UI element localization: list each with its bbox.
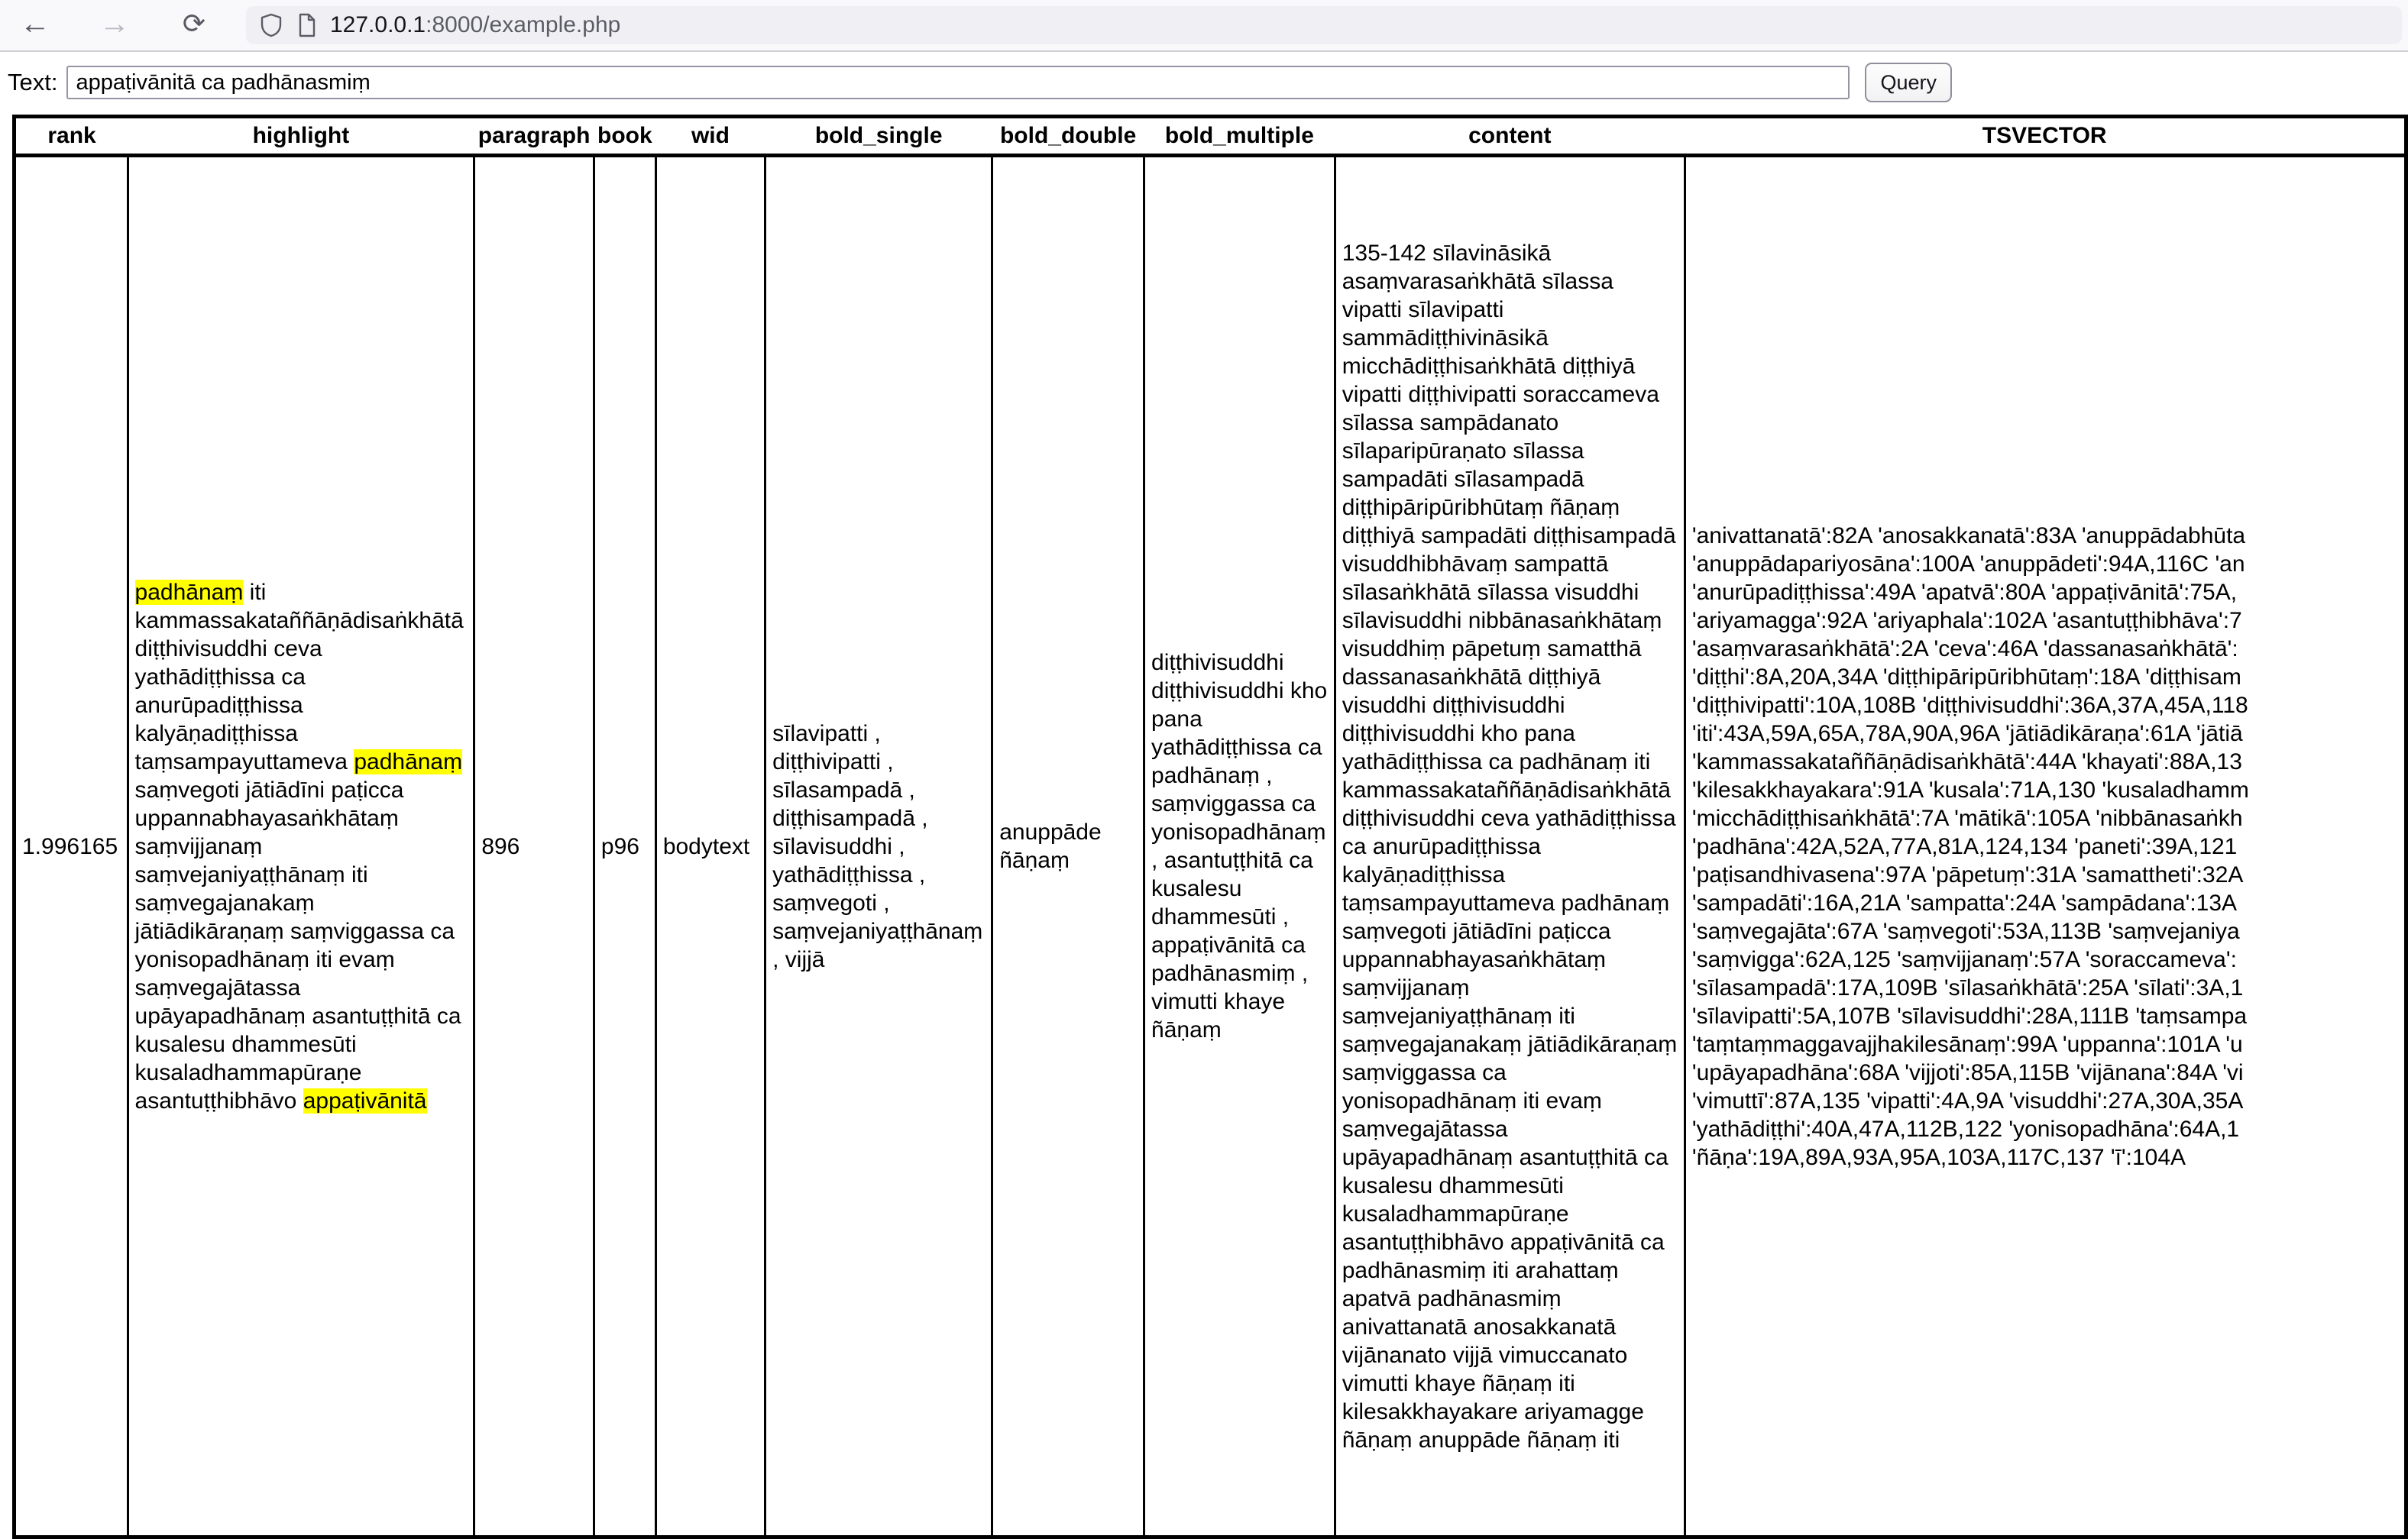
tsvector-line: 'anivattanatā':82A 'anosakkanatā':83A 'anuppādabhūta	[1691, 522, 2246, 548]
column-header-content: content	[1335, 117, 1685, 156]
text-label: Text:	[8, 69, 58, 95]
tsvector-line: 'anurūpadiṭṭhissa':49A 'apatvā':80A 'appaṭivānitā':75A,	[1691, 579, 2238, 605]
tsvector-line: 'yathādiṭṭhi':40A,47A,112B,122 'yonisopadhāna':64A,1	[1691, 1116, 2240, 1142]
cell-paragraph: 896	[474, 156, 594, 1537]
cell-rank: 1.996165	[15, 156, 128, 1537]
tsvector-line: 'diṭṭhi':8A,20A,34A 'diṭṭhipāripūribhūtaṃ':18A 'diṭṭhisam	[1691, 664, 2241, 690]
column-header-book: book	[594, 117, 655, 156]
tsvector-line: 'saṃvegajāta':67A 'saṃvegoti':53A,113B 'saṃvejaniya	[1691, 918, 2240, 944]
tsvector-line: 'sīlavipatti':5A,107B 'sīlavisuddhi':28A,111B 'taṃsampa	[1691, 1003, 2248, 1029]
search-input[interactable]	[66, 66, 1850, 99]
tsvector-line: 'anuppādapariyosāna':100A 'anuppādeti':94A,116C 'an	[1691, 551, 2245, 577]
page-icon[interactable]	[293, 12, 319, 38]
tsvector-line: 'asaṃvarasaṅkhātā':2A 'ceva':46A 'dassanasaṅkhātā':	[1691, 635, 2238, 661]
column-header-rank: rank	[15, 117, 128, 156]
column-header-TSVECTOR: TSVECTOR	[1685, 117, 2406, 156]
reload-icon[interactable]: ⟳	[182, 8, 206, 39]
cell-highlight	[128, 156, 474, 1537]
column-header-paragraph: paragraph	[474, 117, 594, 156]
address-bar[interactable]	[246, 6, 2402, 44]
query-button[interactable]: Query	[1865, 63, 1952, 102]
column-header-highlight: highlight	[128, 117, 474, 156]
tsvector-line: 'vimuttī':87A,135 'vipatti':4A,9A 'visuddhi':27A,30A,35A	[1691, 1088, 2244, 1114]
tsvector-line: 'saṃvigga':62A,125 'saṃvijjanaṃ':57A 'soraccameva':	[1691, 946, 2237, 972]
highlighted-term: padhānaṃ	[354, 748, 463, 774]
tsvector-line: 'paṭisandhivasena':97A 'pāpetuṃ':31A 'samattheti':32A	[1691, 862, 2244, 888]
tsvector-line: 'upāyapadhāna':68A 'vijjoti':85A,115B 'vijānana':84A 'vi	[1691, 1059, 2244, 1085]
tsvector-line: 'ariyamagga':92A 'ariyaphala':102A 'asantuṭṭhibhāva':7	[1691, 607, 2242, 633]
shield-icon[interactable]	[258, 12, 284, 38]
cell-tsvector	[1685, 156, 2406, 1537]
highlighted-term: appaṭivānitā	[303, 1088, 427, 1114]
cell-wid: bodytext	[655, 156, 765, 1537]
tsvector-line: 'sampadāti':16A,21A 'sampatta':24A 'sampādana':13A	[1691, 890, 2238, 916]
column-header-bold_double: bold_double	[992, 117, 1144, 156]
column-header-wid: wid	[655, 117, 765, 156]
cell-bold-single: sīlavipatti , diṭṭhivipatti , sīlasampadā , diṭṭhisampadā , sīlavisuddhi , yathādiṭṭhissa , saṃvegoti , saṃvejaniyaṭṭhānaṃ , vijjā	[765, 156, 992, 1537]
url-path: :8000/example.php	[426, 12, 621, 37]
tsvector-line: 'diṭṭhivipatti':10A,108B 'diṭṭhivisuddhi':36A,37A,45A,118	[1691, 692, 2248, 718]
highlighted-term: padhānaṃ	[134, 579, 244, 605]
cell-bold-double: anuppāde ñāṇaṃ	[992, 156, 1144, 1537]
cell-bold-multiple: diṭṭhivisuddhi diṭṭhivisuddhi kho pana yathādiṭṭhissa ca padhānaṃ , saṃviggassa ca yonisopadhānaṃ , asantuṭṭhitā ca kusalesu dhammesūti , appaṭivānitā ca padhānasmiṃ , vimutti khaye ñāṇaṃ	[1144, 156, 1335, 1537]
tsvector-line: 'iti':43A,59A,65A,78A,90A,96A 'jātiādikāraṇa':61A 'jātiā	[1691, 720, 2243, 746]
tsvector-line: 'sīlasampadā':17A,109B 'sīlasaṅkhātā':25A 'sīlati':3A,1	[1691, 975, 2244, 1001]
cell-content: 135-142 sīlavināsikā asaṃvarasaṅkhātā sīlassa vipatti sīlavipatti sammādiṭṭhivināsikā micchādiṭṭhisaṅkhātā diṭṭhiyā vipatti diṭṭhivipatti soraccameva sīlassa sampādanato sīlaparipūraṇato sīlassa sampadāti sīlasampadā diṭṭhipāripūribhūtaṃ ñāṇaṃ diṭṭhiyā sampadāti diṭṭhisampadā visuddhibhāvaṃ sampattā sīlasaṅkhātā sīlassa visuddhi sīlavisuddhi nibbānasaṅkhātaṃ visuddhiṃ pāpetuṃ samatthā dassanasaṅkhātā diṭṭhiyā visuddhi diṭṭhivisuddhi diṭṭhivisuddhi kho pana yathādiṭṭhissa ca padhānaṃ iti kammassakataññāṇādisaṅkhātā diṭṭhivisuddhi ceva yathādiṭṭhissa ca anurūpadiṭṭhissa kalyāṇadiṭṭhissa taṃsampayuttameva padhānaṃ saṃvegoti jātiādīni paṭicca uppannabhayasaṅkhātaṃ saṃvijjanaṃ saṃvejaniyaṭṭhānaṃ iti saṃvegajanakaṃ jātiādikāraṇaṃ saṃviggassa ca yonisopadhānaṃ iti evaṃ saṃvegajātassa upāyapadhānaṃ asantuṭṭhitā ca kusalesu dhammesūti kusaladhammapūraṇe asantuṭṭhibhāvo appaṭivānitā ca padhānasmiṃ iti arahattaṃ apatvā padhānasmiṃ anivattanatā anosakkanatā vijānanato vijjā vimuccanato vimutti khaye ñāṇaṃ iti kilesakkhayakare ariyamagge ñāṇaṃ anuppāde ñāṇaṃ iti	[1335, 156, 1685, 1537]
query-form	[0, 52, 2408, 110]
tsvector-line: 'padhāna':42A,52A,77A,81A,124,134 'paneti':39A,121	[1691, 833, 2238, 859]
tsvector-line: 'kammassakataññāṇādisaṅkhātā':44A 'khayati':88A,13	[1691, 748, 2242, 774]
highlight-text: iti kammassakataññāṇādisaṅkhātā diṭṭhivisuddhi ceva yathādiṭṭhissa ca anurūpadiṭṭhissa kalyāṇadiṭṭhissa taṃsampayuttameva	[134, 579, 464, 774]
highlight-text: saṃvegoti jātiādīni paṭicca uppannabhayasaṅkhātaṃ saṃvijjanaṃ saṃvejaniyaṭṭhānaṃ iti saṃvegajanakaṃ jātiādikāraṇaṃ saṃviggassa ca yonisopadhānaṃ iti evaṃ saṃvegajātassa upāyapadhānaṃ asantuṭṭhitā ca kusalesu dhammesūti kusaladhammapūraṇe asantuṭṭhibhāvo	[134, 777, 461, 1114]
tsvector-line: 'ñāṇa':19A,89A,93A,95A,103A,117C,137 'ī':104A	[1691, 1144, 2186, 1170]
table-row	[15, 156, 2406, 1537]
tsvector-line: 'micchādiṭṭhisaṅkhātā':7A 'mātikā':105A 'nibbānasaṅkh	[1691, 805, 2243, 831]
browser-toolbar	[0, 0, 2408, 52]
forward-icon[interactable]: →	[99, 7, 130, 40]
back-icon[interactable]: ←	[20, 7, 50, 40]
column-header-bold_multiple: bold_multiple	[1144, 117, 1335, 156]
results-table	[12, 115, 2408, 1539]
tsvector-line: 'taṃtaṃmaggavajjhakilesānaṃ':99A 'uppanna':101A 'u	[1691, 1031, 2243, 1057]
url-text[interactable]	[330, 12, 620, 38]
cell-book: p96	[594, 156, 655, 1537]
tsvector-line: 'kilesakkhayakara':91A 'kusala':71A,130 'kusaladhamm	[1691, 777, 2249, 803]
table-header-row	[15, 117, 2406, 156]
column-header-bold_single: bold_single	[765, 117, 992, 156]
url-host: 127.0.0.1	[330, 12, 426, 37]
